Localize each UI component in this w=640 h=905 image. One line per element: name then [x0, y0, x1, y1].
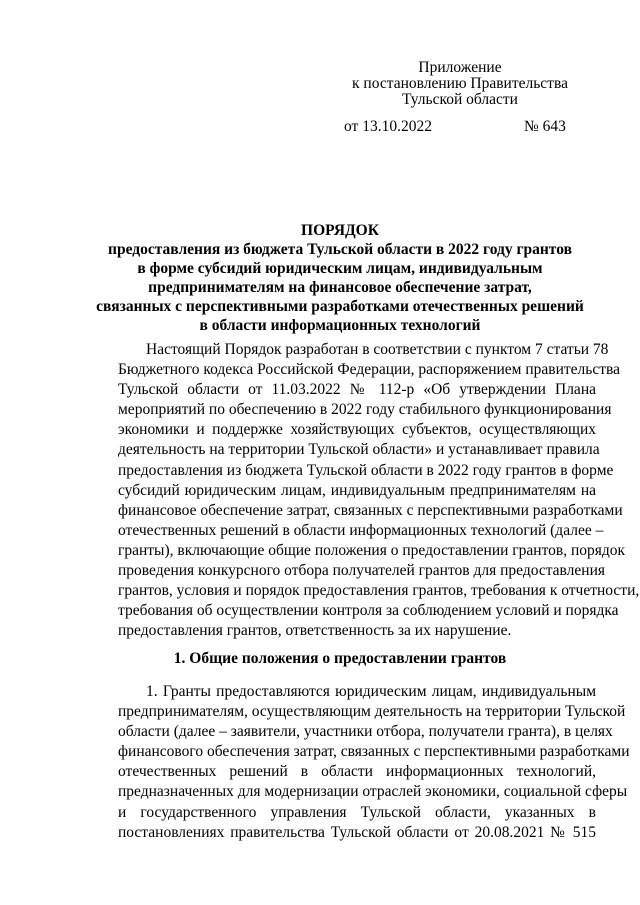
paragraph-line: финансовое обеспечение затрат, связанных с перспективными разработками [118, 501, 623, 519]
intro-paragraph [118, 340, 640, 641]
appendix-line: Приложение [418, 59, 502, 76]
paragraph-line: проведения конкурсного отбора получателей грантов для предоставления [118, 562, 606, 580]
paragraph-line: предоставления грантов, ответственность за их нарушение. [118, 622, 512, 640]
title-line: в форме субсидий юридическим лицам, индивидуальным [137, 260, 543, 277]
decree-date: от 13.10.2022 [344, 118, 432, 135]
document-title [60, 221, 620, 335]
paragraph-line: отечественных решений в области информационных технологий (далее – [118, 521, 604, 539]
title-line: в области информационных технологий [199, 317, 481, 334]
paragraph-line: 1. Гранты предоставляются юридическим лицам, индивидуальным [146, 683, 596, 700]
paragraph-line: предпринимателям, осуществляющим деятельность на территории Тульской [118, 703, 626, 721]
paragraph-line: требования об осуществлении контроля за соблюдением условий и порядка [118, 602, 619, 620]
appendix-line: к постановлению Правительства [352, 75, 568, 92]
paragraph-line: гранты), включающие общие положения о предоставлении грантов, порядок [118, 541, 626, 559]
paragraph-line: Бюджетного кодекса Российской Федерации, распоряжением правительства [118, 361, 620, 379]
paragraph-line: области (далее – заявители, участники отбора, получатели гранта), в целях [118, 723, 613, 741]
paragraph-line: Настоящий Порядок разработан в соответствии с пунктом 7 статьи 78 [146, 341, 609, 358]
title-line: ПОРЯДОК [301, 222, 379, 239]
paragraph-line: экономики и поддержке хозяйствующих субъектов, осуществляющих [118, 421, 596, 439]
paragraph-line: постановлениях правительства Тульской области от 20.08.2021 № 515 [118, 823, 596, 841]
paragraph-line: мероприятий по обеспечению в 2022 году стабильного функционирования [118, 401, 612, 419]
paragraph-line: Тульской области от 11.03.2022 № 112-р «Об утверждении Плана [118, 381, 596, 399]
title-line: предпринимателям на финансовое обеспечение затрат, [148, 279, 532, 296]
paragraph-line: и государственного управления Тульской области, указанных в [118, 803, 596, 821]
title-line: связанных с перспективными разработками отечественных решений [96, 298, 584, 315]
section-paragraph [118, 682, 630, 843]
appendix-line: Тульской области [402, 91, 518, 108]
paragraph-line: деятельность на территории Тульской области» и устанавливает правила [118, 441, 600, 459]
paragraph-line: предназначенных для модернизации отраслей экономики, социальной сферы [118, 783, 628, 801]
paragraph-line: предоставления из бюджета Тульской области в 2022 году грантов в форме [118, 461, 614, 479]
paragraph-line: субсидий юридическим лицам, индивидуальным предпринимателям на [118, 481, 596, 499]
decree-number: № 643 [524, 118, 566, 135]
title-line: предоставления из бюджета Тульской области в 2022 году грантов [108, 241, 572, 258]
paragraph-line: отечественных решений в области информационных технологий, [118, 763, 596, 781]
appendix-header [330, 60, 590, 108]
section-heading: 1. Общие положения о предоставлении грантов [173, 650, 507, 667]
paragraph-line: финансового обеспечения затрат, связанных с перспективными разработками [118, 743, 630, 761]
paragraph-line: грантов, условия и порядок предоставления грантов, требования к отчетности, [118, 582, 640, 600]
